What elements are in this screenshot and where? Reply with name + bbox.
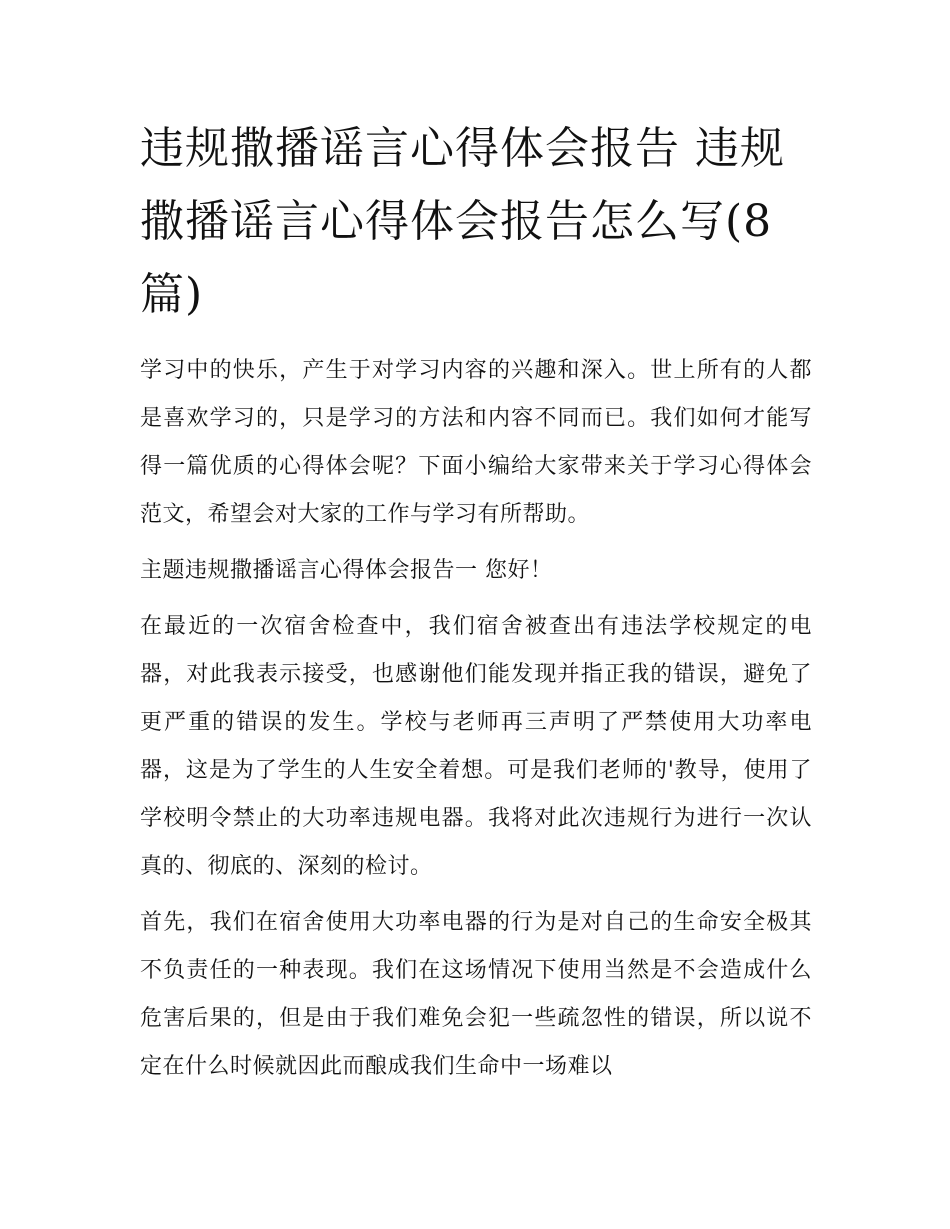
paragraph-body-2: 首先，我们在宿舍使用大功率电器的行为是对自己的生命安全极其不负责任的一种表现。我们在这场情况下使用当然是不会造成什么危害后果的，但是由于我们难免会犯一些疏忽性的错误，所以说不定在什么时候就因此而酿成我们生命中一场难以 bbox=[140, 910, 812, 1079]
paragraph-body-1: 在最近的一次宿舍检查中，我们宿舍被查出有违法学校规定的电器，对此我表示接受，也感谢他们能发现并指正我的错误，避免了更严重的错误的发生。学校与老师再三声明了严禁使用大功率电器，这是为了学生的人生安全着想。可是我们老师的'教导，使用了学校明令禁止的大功率违规电器。我将对此次违规行为进行一次认真的、彻底的、深刻的检讨。 bbox=[140, 614, 812, 879]
paragraph-section-heading: 主题违规撒播谣言心得体会报告一 您好！ bbox=[140, 558, 553, 583]
document-content bbox=[140, 112, 812, 1099]
document-title: 违规撒播谣言心得体会报告 违规撒播谣言心得体会报告怎么写(8篇) bbox=[140, 123, 785, 320]
paragraph-intro: 学习中的快乐，产生于对学习内容的兴趣和深入。世上所有的人都是喜欢学习的，只是学习的方法和内容不同而已。我们如何才能写得一篇优质的心得体会呢？下面小编给大家带来关于学习心得体会范文，希望会对大家的工作与学习有所帮助。 bbox=[140, 358, 812, 527]
document-body bbox=[140, 347, 812, 1091]
